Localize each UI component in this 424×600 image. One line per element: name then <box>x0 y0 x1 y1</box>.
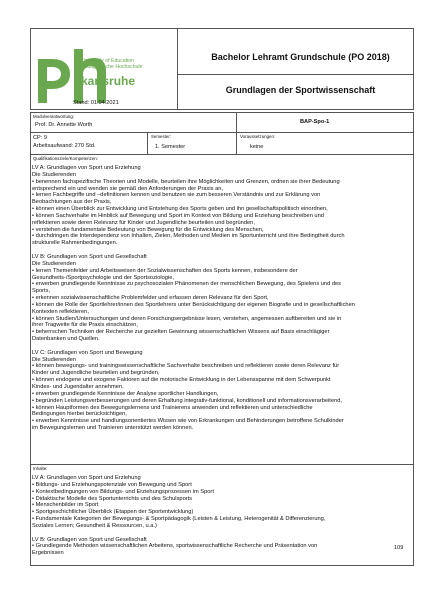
text-line: • können die Rolle der Sportlehrer/innen des Sportlehrers unter Berücksichtigung der eigenen Biografie und in gesellschaftlichen <box>32 301 355 308</box>
qualifikationsziele-label: Qualifikationsziele/Kompetenzen: <box>33 156 98 161</box>
text-line: • erwerben grundlegende Kenntnisse zu psychosozialen Phänomenen der menschlichen Bewegung, des Spielens und des <box>32 281 342 288</box>
arbeitsaufwand: Arbeitsaufwand: 270 Std. <box>33 143 96 149</box>
text-line: • erwerben Kenntnisse und handlungsorientiertes Wissen wie von Erkrankungen und Behinderungen betroffene Schulkinder <box>32 418 344 425</box>
blank-line <box>32 530 412 537</box>
text-line: LV B: Grundlagen von Sport und Gesellschaft <box>32 536 147 543</box>
col-divider-2 <box>147 132 148 154</box>
header-title-divider <box>177 74 414 75</box>
module-title: Grundlagen der Sportwissenschaft <box>225 85 376 95</box>
text-line: Die Studierenden <box>32 260 76 267</box>
text-line: im Bewegungslernen und Trainieren unterstützt werden können. <box>32 425 194 432</box>
modulverantwortung-label: Modulverantwortung: <box>33 114 75 119</box>
text-line: • Kontextbedingungen von Bildungs- und Erziehungsprozessen im Sport <box>32 488 214 495</box>
logo-brand: karlsruhe <box>81 74 136 88</box>
text-line: • erwerben grundlegende Kenntnisse der Analyse sportlicher Handlungen, <box>32 390 219 397</box>
stand-date: Stand: 01.04.2021 <box>73 100 119 106</box>
row-divider-2 <box>30 154 414 155</box>
text-line: • Bildungs- und Erziehungspotenziale von Bewegung und Sport <box>32 481 192 488</box>
semester-value: 1. Semester <box>155 144 186 150</box>
text-line: reflektieren sowie deren Relevanz für Kinder und Jugendliche beurteilen und begründen, <box>32 219 255 226</box>
text-line: ihrer Tragweite für die Praxis einschätzen, <box>32 322 138 329</box>
credit-points: CP: 9 <box>33 135 47 141</box>
text-line: LV A: Grundlagen von Sport und Erziehung <box>32 165 141 171</box>
col-divider-1 <box>236 112 237 154</box>
text-line: • verstehen die fundamentale Bedeutung von Bewegung für die Entwicklung des Menschen, <box>32 226 264 233</box>
text-line: LV B: Grundlagen von Sport und Gesellschaft <box>32 253 147 260</box>
text-line: Kinder und Jugendliche beurteilen und begründen, <box>32 370 160 377</box>
text-line: Ergebnissen <box>32 550 64 557</box>
text-line: LV A: Grundlagen von Sport und Erziehung <box>32 475 141 481</box>
text-line: • Grundlegende Methoden wissenschaftlichen Arbeitens, sportwissenschaftliche Recherche und Präsentation von <box>32 543 318 550</box>
modulverantwortung-value: Prof. Dr. Annette Worth <box>35 122 93 128</box>
text-line: Bedingungen hierbei berücksichtigen, <box>32 411 127 418</box>
logo-line2: Pädagogische Hochschule <box>81 64 143 70</box>
header-divider <box>177 28 178 110</box>
row-divider-1 <box>30 132 414 133</box>
program-title: Bachelor Lehramt Grundschule (PO 2018) <box>211 52 390 62</box>
text-line: entsprechend ein und wenden sie gemäß den Anforderungen der Praxis an, <box>32 185 223 192</box>
module-code: BAP-Spo-1 <box>300 119 330 125</box>
text-line: • können einen Überblick zur Entwicklung und Entstehung des Sports geben und ihn gesellschaftspolitisch einordnen, <box>32 206 328 213</box>
text-line: • Didaktische Modelle des Sportunterrichts und des Schulsports <box>32 495 193 502</box>
text-line: Sports, <box>32 288 51 295</box>
blank-line <box>32 247 412 254</box>
text-line: LV C: Grundlagen von Sport und Bewegung <box>32 349 143 356</box>
text-line: • durchdringen die Interdependenz von Inhalten, Zielen, Methoden und Medien im Sportunterricht und ihre Bedingtheit durch <box>32 233 345 240</box>
text-line: • erkennen sozialwissenschaftliche Problemfelder und erfassen deren Relevanz für den Sport, <box>32 295 269 302</box>
text-line: • Fundamentale Kategorien der Bewegungs- & Sportpädagogik (Leisten & Leistung, Heterogenität & Differenzierung, <box>32 516 326 523</box>
text-line: • begründen Leistungsverbesserungen und deren Erhaltung integrativ-funktional, konditionell und informationsverarbeitend, <box>32 397 342 404</box>
text-line: • können endogene und exogene Faktoren auf die motorische Entwicklung in der Lebensspanne mit dem Schwerpunkt <box>32 377 331 384</box>
voraussetzungen-value: keine <box>250 144 264 150</box>
text-line: strukturelle Rahmenbedingungen. <box>32 240 118 247</box>
page-number: 109 <box>394 545 404 551</box>
text-line: • lernen Themenfelder und Arbeitsweisen der Sozialwissenschaften des Sports kennen, insbesondere der <box>32 267 298 274</box>
text-line: Datenbanken und Quellen. <box>32 336 100 343</box>
text-line: • beherrschen Techniken der Recherche zur gezielten Gewinnung wissenschaftlichen Wissens auf Basis einschlägiger <box>32 329 330 336</box>
text-line: Gesundheits-/Sportpsychologie und der Sportsoziologie, <box>32 274 174 281</box>
text-line: • können bewegungs- und trainingswissenschaftliche Sachverhalte beschreiben und reflektieren sowie deren Relevanz für <box>32 363 340 370</box>
text-line: Kontexten reflektieren, <box>32 308 89 315</box>
semester-label: Semester: <box>151 134 172 139</box>
text-line: Soziales Lernen; Gesundheit & Ressourcen, u.a.) <box>32 522 157 529</box>
text-line: • benennen fachspezifische Theorien und Modelle, beurteilen ihre Möglichkeiten und Grenzen, ordnen sie ihrer Bedeutung <box>32 178 340 185</box>
inhalte-text <box>32 475 412 557</box>
text-line: • können Studien/Untersuchungen und deren Forschungsergebnisse lesen, verstehen, angemessen auftbereiten und sie in <box>32 315 342 322</box>
blank-line <box>32 343 412 350</box>
text-line: • Menschenbilder im Sport <box>32 502 99 509</box>
voraussetzungen-label: Voraussetzungen: <box>240 134 276 139</box>
text-line: • Sportgeschichtlicher Überblick (Etappen der Sportentwicklung) <box>32 509 194 516</box>
row-divider-3 <box>30 464 414 465</box>
inhalte-label: Inhalte: <box>33 466 48 471</box>
text-line: Kindes- und Jugendalter annehmen, <box>32 384 124 390</box>
text-line: Die Studierenden <box>32 356 76 363</box>
text-line: Beobachtungen aus der Praxis, <box>32 199 112 206</box>
text-line: • können Sachverhalte im Hinblick auf Bewegung und Sport im Kontext von Bildung und Erziehung beschreiben und <box>32 212 324 219</box>
qualifikationsziele-text <box>32 165 412 432</box>
logo-line1: University of Education <box>81 58 135 64</box>
text-line: Die Studierenden <box>32 171 76 178</box>
text-line: • lernen Fachbegriffe und –definitionen kennen und benutzen sie zum besseren Verständnis und zur Erklärung von <box>32 192 321 199</box>
text-line: • können Hauptformen des Bewegungslernens und Trainierens anwenden und reflektieren und unterschiedliche <box>32 404 313 411</box>
